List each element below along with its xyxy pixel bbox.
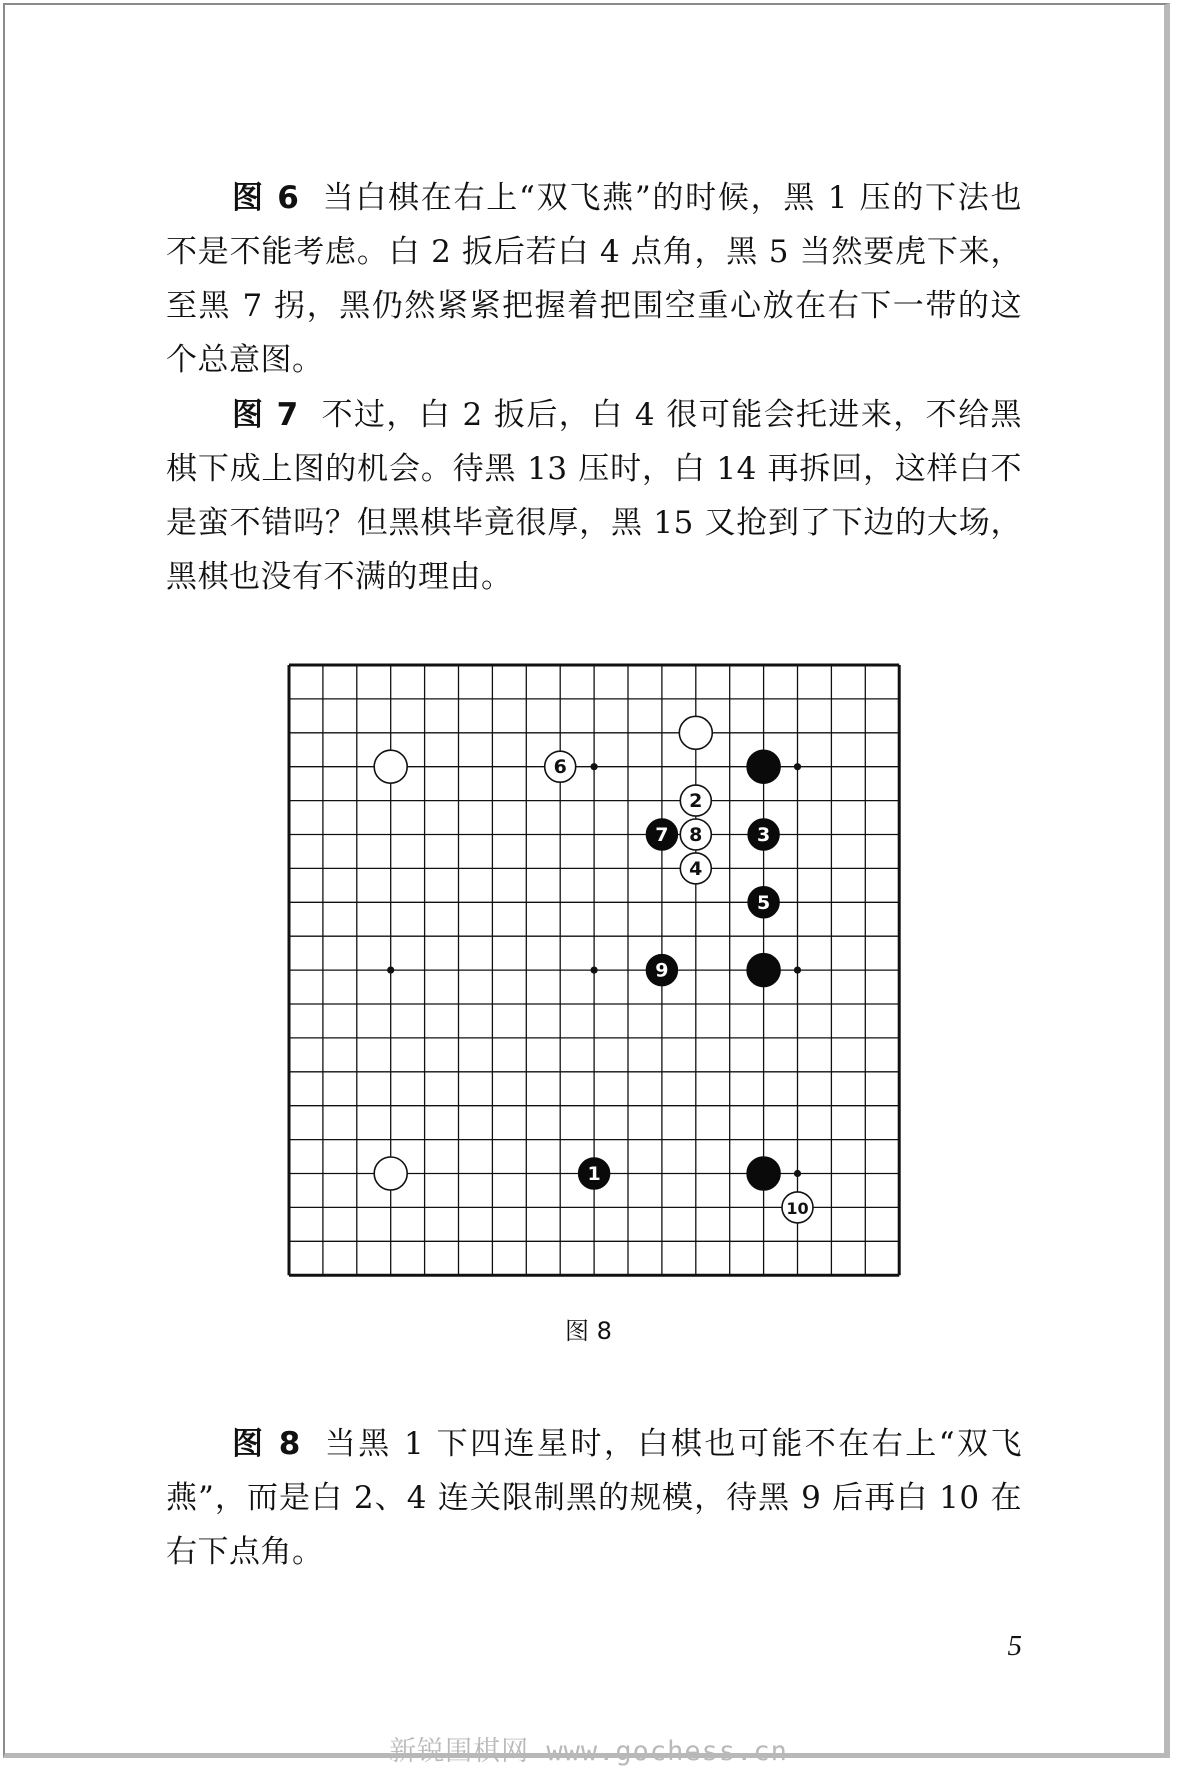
figure-label: 图 8: [232, 1426, 301, 1462]
star-point: [591, 967, 598, 974]
stone-number: 4: [689, 857, 703, 880]
stone-number: 8: [689, 824, 703, 846]
white-stone-8: [680, 819, 711, 850]
page-number: 5: [1007, 1630, 1022, 1662]
white-stone: [374, 1157, 407, 1190]
stone-number: 6: [553, 756, 567, 779]
black-stone: [747, 954, 780, 987]
stone-number: 5: [756, 891, 771, 914]
white-stone-4: [680, 853, 711, 884]
diagram-caption: 图 8: [565, 1317, 612, 1345]
paragraph-text: 不过，白 2 扳后，白 4 很可能会托进来，不给黑棋下成上图的机会。待黑 13 压时，白 14 再拆回，这样白不是蛮不错吗？但黑棋毕竟很厚，黑 15 又抢到了下边的大场，黑棋也没有不满的理由。: [166, 397, 1022, 595]
stone-number: 1: [587, 1163, 601, 1185]
white-stone-2: [680, 785, 711, 816]
black-stone-5: [748, 887, 779, 918]
black-stone-3: [748, 819, 779, 850]
stone-number: 2: [689, 790, 703, 813]
stone-disc: [747, 1157, 780, 1190]
paragraph-text: 当白棋在右上“双飞燕”的时候，黑 1 压的下法也不是不能考虑。白 2 扳后若白 4 点角，黑 5 当然要虎下来，至黑 7 拐，黑仍然紧紧把握着把围空重心放在右下一带的这个总意图。: [166, 180, 1022, 378]
white-stone-6: [545, 751, 576, 782]
stone-number: 10: [786, 1198, 809, 1218]
watermark: 新锐围棋网 www.gochess.cn: [389, 1736, 788, 1767]
stone-number: 7: [655, 824, 669, 846]
stone-number: 9: [655, 959, 669, 982]
black-stone: [747, 750, 780, 783]
stone-disc: [374, 750, 407, 783]
paragraph-figure-8: [166, 1417, 1022, 1579]
black-stone-9: [646, 955, 677, 986]
stone-disc: [374, 1157, 407, 1190]
paragraph-text: 当黑 1 下四连星时，白棋也可能不在右上“双飞燕”，而是白 2、4 连关限制黑的规模，待黑 9 后再白 10 在右下点角。: [166, 1426, 1022, 1570]
figure-label: 图 6: [232, 180, 300, 216]
white-stone: [679, 716, 712, 749]
black-stone-1: [579, 1158, 610, 1189]
star-point: [591, 763, 598, 770]
star-point: [794, 763, 801, 770]
star-point: [387, 967, 394, 974]
star-point: [794, 967, 801, 974]
black-stone-7: [646, 819, 677, 850]
stone-disc: [747, 750, 780, 783]
white-stone-10: [782, 1192, 813, 1223]
black-stone: [747, 1157, 780, 1190]
white-stone: [374, 750, 407, 783]
stone-number: 3: [756, 824, 771, 846]
star-point: [794, 1170, 801, 1177]
stone-disc: [679, 716, 712, 749]
stone-disc: [747, 954, 780, 987]
figure-label: 图 7: [232, 397, 299, 433]
